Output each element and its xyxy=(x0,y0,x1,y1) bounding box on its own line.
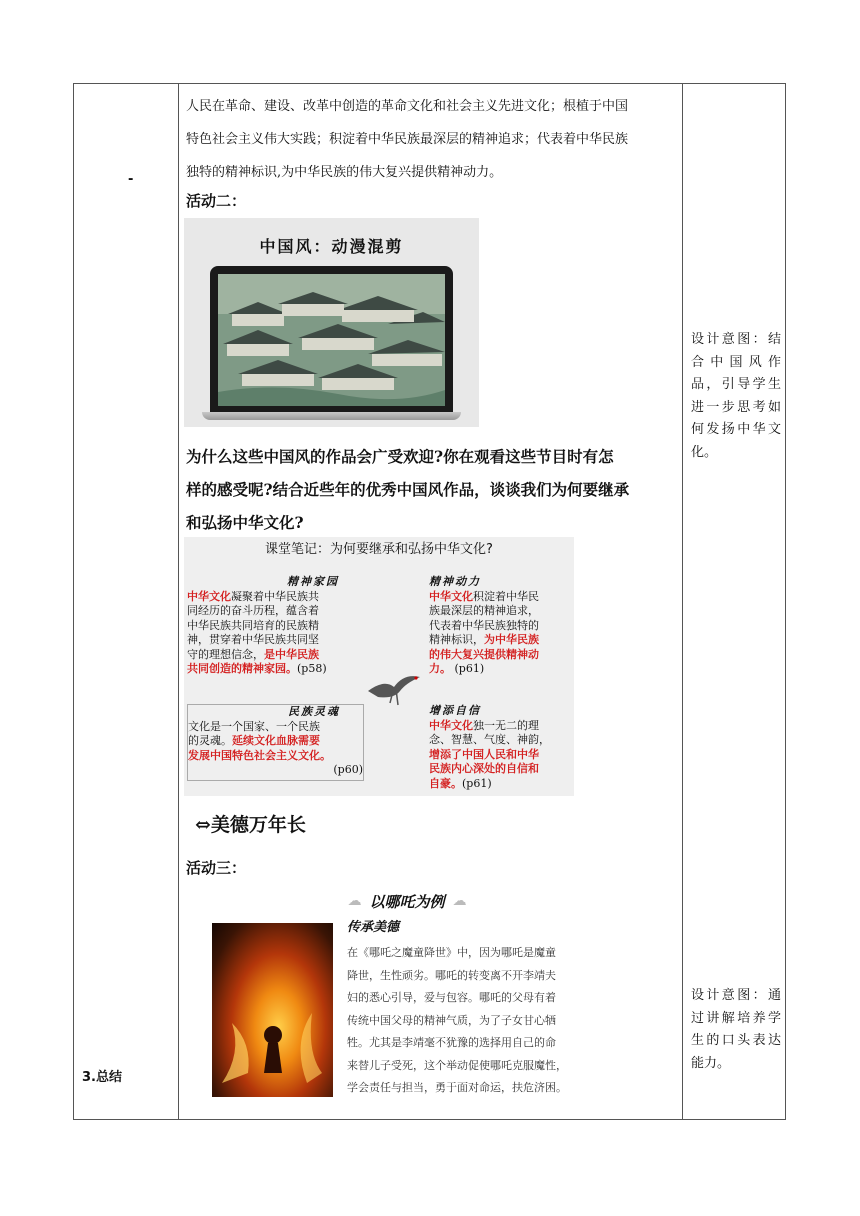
red-text: 中华文化 xyxy=(187,589,231,603)
paragraph-line: 人民在革命、建设、改革中创造的革命文化和社会主义先进文化；根植于中国 xyxy=(186,99,629,114)
red-text: 民族内心深处的自信和 xyxy=(429,762,539,775)
body-text: 独一无二的理 xyxy=(473,718,539,732)
lesson-table xyxy=(73,83,786,1120)
double-arrow-icon: ⇔ xyxy=(195,814,211,836)
nezha-figure xyxy=(212,923,333,1097)
text-line: 降世，生性顽劣。哪吒的转变离不开李靖夫 xyxy=(347,968,556,982)
page-ref: (p61) xyxy=(462,776,492,790)
design-note: 设计意图：结合中国风作品，引导学生进一步思考如何发扬中华文化。 xyxy=(691,332,781,460)
virtue-heading xyxy=(195,810,306,837)
body-text: 精神标识， xyxy=(429,633,484,646)
text-line: 妇的悉心引导，爱与包容。哪吒的父母有着 xyxy=(347,991,556,1004)
page-ref: (p60) xyxy=(333,763,363,776)
box-heading: 民族灵魂 xyxy=(288,705,340,718)
banner xyxy=(322,890,492,912)
question-line: 样的感受呢?结合近些年的优秀中国风作品，谈谈我们为何要继承 xyxy=(186,480,630,499)
body-text: 中华民族共同培育的民族精 xyxy=(187,618,319,632)
body-text: 积淀着中华民 xyxy=(473,589,539,603)
text-line: 在《哪吒之魔童降世》中，因为哪吒是魔童 xyxy=(347,946,556,959)
page-ref: (p58) xyxy=(297,662,327,675)
box-heading: 精神动力 xyxy=(429,575,481,588)
question-line: 为什么这些中国风的作品会广受欢迎?你在观看这些节目时有怎 xyxy=(186,447,614,466)
stage-column xyxy=(74,84,178,1119)
heading-text: 美德万年长 xyxy=(210,814,306,836)
text-line: 牲。尤其是李靖毫不犹豫的选择用自己的命 xyxy=(347,1036,556,1049)
red-text: 的伟大复兴提供精神动 xyxy=(429,647,539,661)
notes-title: 课堂笔记：为何要继承和弘扬中华文化? xyxy=(265,542,493,557)
box-spiritual-home xyxy=(187,575,367,677)
text-line: 来替儿子受死，这个举动促使哪吒克服魔性， xyxy=(347,1058,567,1072)
red-text: 中华文化 xyxy=(429,589,473,603)
crane-icon xyxy=(364,669,424,709)
paragraph-line: 独特的精神标识,为中华民族的伟大复兴提供精神动力。 xyxy=(186,165,503,180)
anime-slide-image xyxy=(184,218,479,427)
notes-slide-image xyxy=(184,537,574,796)
body-text: 念、智慧、气度、神韵， xyxy=(429,733,550,746)
body-text: 守的理想信念， xyxy=(187,647,264,661)
movie-poster xyxy=(212,923,333,1097)
body-text: 族最深层的精神追求， xyxy=(429,604,539,617)
dash-mark: - xyxy=(128,172,134,187)
red-text: 力。 xyxy=(429,662,451,675)
nezha-slide-image xyxy=(207,888,597,1100)
content-column xyxy=(179,84,682,1119)
text-line: 传统中国父母的精神气质，为了子女甘心牺 xyxy=(347,1013,556,1027)
red-text: 增添了中国人民和中华 xyxy=(429,747,539,761)
red-text: 为中华民族 xyxy=(484,633,539,646)
body-text: 文化是一个国家、一个民族 xyxy=(188,719,320,733)
nezha-text xyxy=(347,942,597,1100)
activity-three-label: 活动三： xyxy=(186,859,247,877)
body-text: 同经历的奋斗历程，蕴含着 xyxy=(187,604,319,617)
red-text: 延续文化血脉需要 xyxy=(232,734,320,747)
laptop-screen xyxy=(210,266,453,412)
activity-two-label: 活动二： xyxy=(186,192,247,210)
design-intent-column xyxy=(683,84,786,1119)
village-painting xyxy=(218,274,445,406)
paragraph-line: 特色社会主义伟大实践；积淀着中华民族最深层的精神追求；代表着中华民族 xyxy=(186,132,629,147)
slide-title: 中国风：动漫混剪 xyxy=(259,237,404,256)
red-text: 共同创造的精神家园。 xyxy=(187,662,297,675)
nezha-subtitle: 传承美德 xyxy=(347,920,400,935)
banner-text: 以哪吒为例 xyxy=(369,892,445,911)
box-heading: 精神家园 xyxy=(287,575,339,588)
box-add-confidence xyxy=(429,704,574,791)
box-heading: 增添自信 xyxy=(429,704,481,717)
red-text: 是中华民族 xyxy=(264,647,319,661)
body-text: 代表着中华民族独特的 xyxy=(429,618,539,632)
cloud-icon: ☁ xyxy=(452,893,467,909)
design-note: 设计意图：通过讲解培养学生的口头表达能力。 xyxy=(691,988,781,1071)
body-text: 神，贯穿着中华民族共同坚 xyxy=(187,633,319,646)
page-ref: (p61) xyxy=(454,662,485,675)
section-label: 3.总结 xyxy=(82,1070,122,1085)
question-line: 和弘扬中华文化? xyxy=(186,513,304,532)
text-line: 学会责任与担当，勇于面对命运，扶危济困。 xyxy=(347,1081,567,1094)
box-spiritual-power xyxy=(429,575,574,677)
body-text: 凝聚着中华民族共 xyxy=(231,589,319,603)
red-text: 自豪。 xyxy=(429,776,462,790)
laptop-base xyxy=(202,412,461,420)
box-national-soul xyxy=(187,704,364,781)
red-text: 发展中国特色社会主义文化。 xyxy=(188,748,331,762)
cloud-icon: ☁ xyxy=(347,893,362,909)
red-text: 中华文化 xyxy=(429,718,473,732)
body-text: 的灵魂。 xyxy=(188,734,232,747)
